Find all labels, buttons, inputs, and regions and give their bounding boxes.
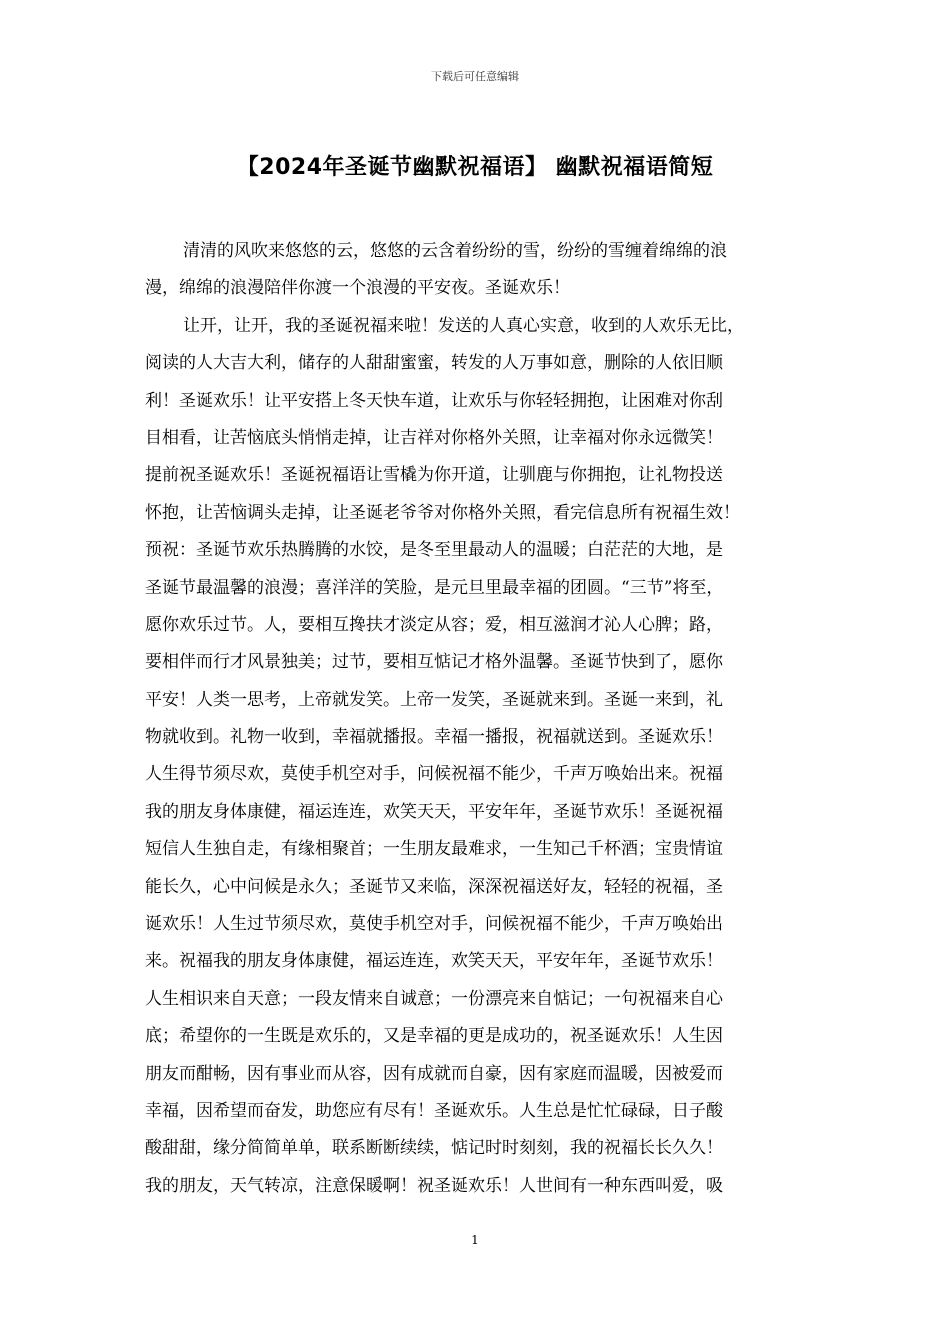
text-line: 酸甜甜，缘分简简单单，联系断断续续，惦记时时刻刻，我的祝福长长久久！	[145, 1138, 723, 1159]
page-title: 【2024年圣诞节幽默祝福语】 幽默祝福语简短	[236, 155, 714, 180]
text-line: 诞欢乐！人生过节须尽欢，莫使手机空对手，问候祝福不能少，千声万唤始出	[145, 914, 723, 935]
header-note: 下载后可任意编辑	[431, 70, 519, 83]
text-line: 让开，让开，我的圣诞祝福来啦！发送的人真心实意，收到的人欢乐无比，	[183, 315, 744, 336]
text-line: 人生相识来自天意；一段友情来自诚意；一份漂亮来自惦记；一句祝福来自心	[145, 988, 723, 1009]
text-line: 提前祝圣诞欢乐！圣诞祝福语让雪橇为你开道，让驯鹿与你拥抱，让礼物投送	[145, 465, 723, 486]
body-text	[145, 233, 805, 1205]
text-line: 预祝：圣诞节欢乐热腾腾的水饺，是冬至里最动人的温暖；白茫茫的大地，是	[145, 540, 723, 561]
text-line: 清清的风吹来悠悠的云，悠悠的云含着纷纷的雪，纷纷的雪缠着绵绵的浪	[183, 241, 727, 261]
text-line: 人生得节须尽欢，莫使手机空对手，问候祝福不能少，千声万唤始出来。祝福	[145, 764, 723, 785]
text-line: 目相看，让苦恼底头悄悄走掉，让吉祥对你格外关照，让幸福对你永远微笑！	[145, 427, 723, 448]
text-line: 物就收到。礼物一收到，幸福就播报。幸福一播报，祝福就送到。圣诞欢乐！	[145, 727, 723, 748]
text-line: 圣诞节最温馨的浪漫；喜洋洋的笑脸，是元旦里最幸福的团圆。“三节”将至，	[145, 577, 724, 598]
text-line: 利！圣诞欢乐！让平安搭上冬天快车道，让欢乐与你轻轻拥抱，让困难对你刮	[145, 390, 723, 411]
text-line: 平安！人类一思考，上帝就发笑。上帝一发笑，圣诞就来到。圣诞一来到，礼	[145, 689, 723, 710]
text-line: 能长久，心中问候是永久；圣诞节又来临，深深祝福送好友，轻轻的祝福，圣	[145, 876, 723, 897]
text-line: 漫，绵绵的浪漫陪伴你渡一个浪漫的平安夜。圣诞欢乐！	[145, 278, 570, 299]
text-line: 幸福，因希望而奋发，助您应有尽有！圣诞欢乐。人生总是忙忙碌碌，日子酸	[145, 1100, 723, 1121]
text-line: 阅读的人大吉大利，储存的人甜甜蜜蜜，转发的人万事如意，删除的人依旧顺	[145, 353, 723, 374]
text-line: 朋友而酣畅，因有事业而从容，因有成就而自豪，因有家庭而温暖，因被爱而	[145, 1063, 723, 1084]
text-line: 我的朋友，天气转凉，注意保暖啊！祝圣诞欢乐！人世间有一种东西叫爱，吸	[145, 1175, 723, 1196]
text-line: 怀抱，让苦恼调头走掉，让圣诞老爷爷对你格外关照，看完信息所有祝福生效！	[145, 502, 740, 523]
text-line: 要相伴而行才风景独美；过节，要相互惦记才格外温馨。圣诞节快到了，愿你	[145, 652, 723, 673]
text-line: 短信人生独自走，有缘相聚首；一生朋友最难求，一生知己千杯酒；宝贵情谊	[145, 839, 723, 860]
text-line: 我的朋友身体康健，福运连连，欢笑天天，平安年年，圣诞节欢乐！圣诞祝福	[145, 801, 723, 822]
text-line: 底；希望你的一生既是欢乐的，又是幸福的更是成功的，祝圣诞欢乐！人生因	[145, 1026, 723, 1047]
page-number: 1	[471, 1233, 479, 1247]
text-line: 愿你欢乐过节。人，要相互搀扶才淡定从容；爱，相互滋润才沁人心脾；路，	[145, 614, 723, 635]
text-line: 来。祝福我的朋友身体康健，福运连连，欢笑天天，平安年年，圣诞节欢乐！	[145, 951, 723, 972]
